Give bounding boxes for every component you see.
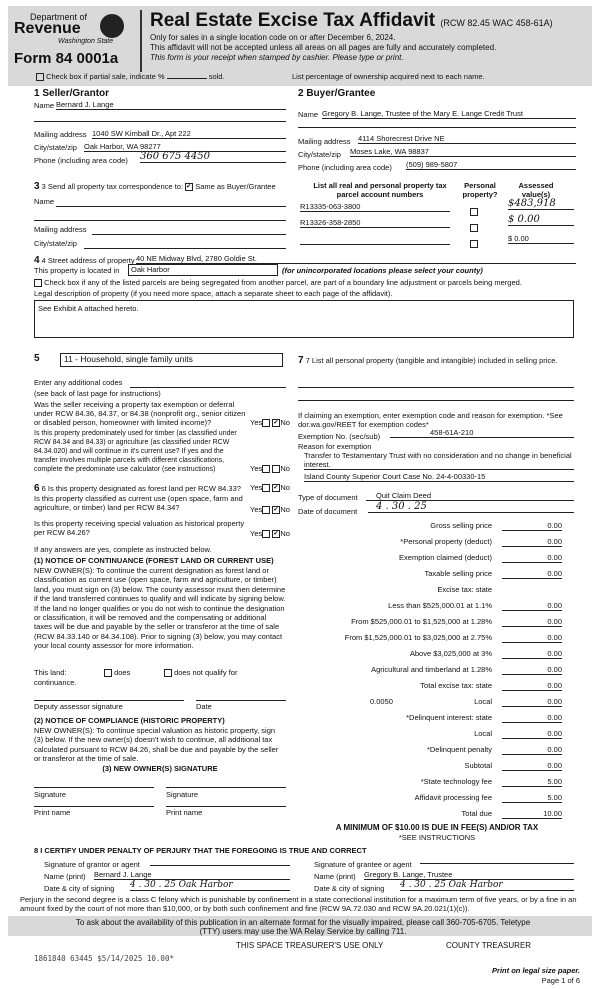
continuance-label: continuance. xyxy=(34,678,77,687)
deputy-label: Deputy assessor signature xyxy=(34,702,123,711)
historic-yes-no[interactable]: Yes ✔ No xyxy=(250,529,290,538)
doc-type-label: Type of document xyxy=(298,493,358,502)
form-title: Real Estate Excise Tax Affidavit (RCW 82.45 WAC 458-61A) xyxy=(150,10,553,31)
parcel-row-1-value[interactable]: $483,918 xyxy=(508,198,574,210)
assessed-header: Assessed value(s) xyxy=(518,181,554,199)
current-use-question: Is this property classified as current use (open space, farm and agriculture, or timber) land per RCW 84.34? xyxy=(34,494,243,512)
buyer-city-label: City/state/zip xyxy=(298,150,341,159)
forest-yes-no[interactable]: Yes ✔ No xyxy=(250,483,290,492)
tax-delinquent-interest-local: Local 0.00 xyxy=(474,729,562,738)
parcel-row-2-num[interactable]: R13326-358-2850 xyxy=(300,218,450,228)
seller-mail-field[interactable]: 1040 SW Kimball Dr., Apt 222 xyxy=(92,129,286,139)
additional-codes-field[interactable] xyxy=(130,386,286,388)
grantor-date-field[interactable]: 4 . 30 . 25 Oak Harbor xyxy=(130,880,290,891)
sec3-heading: 3 3 Send all property tax correspondence to: ✔ Same as Buyer/Grantee xyxy=(34,181,276,192)
ownership-note: List percentage of ownership acquired next to each name. xyxy=(292,72,485,81)
deputy-signature-line[interactable] xyxy=(34,699,184,701)
grantor-name-label: Name (print) xyxy=(44,872,86,881)
parcels-header: List all real and personal property tax parcel account numbers xyxy=(313,181,447,199)
this-land-label: This land: xyxy=(34,668,67,677)
reason-label: Reason for exemption xyxy=(298,442,372,451)
notice2-title: (2) NOTICE OF COMPLIANCE (HISTORIC PROPERTY) xyxy=(34,716,225,725)
parcel-row-3-value[interactable]: $ 0.00 xyxy=(508,234,574,244)
buyer-blank-line xyxy=(298,126,576,128)
sec4-located-label: This property is located in xyxy=(34,266,120,275)
washington-state-label: Washington State xyxy=(58,38,114,45)
does-not-option[interactable]: does not qualify for xyxy=(164,668,237,677)
owner-signature-label-2: Signature xyxy=(166,790,199,799)
header-divider xyxy=(140,10,142,72)
revenue-logo-icon xyxy=(100,14,124,38)
tax-total-state: Total excise tax: state 0.00 xyxy=(420,681,562,690)
tax-exemption: Exemption claimed (deduct) 0.00 xyxy=(399,553,562,562)
tax-bracket-2: From $525,000.01 to $1,525,000 at 1.28% 0.00 xyxy=(351,617,562,626)
tax-gross: Gross selling price 0.00 xyxy=(430,521,562,530)
owner-print-line-2[interactable] xyxy=(166,805,286,807)
tax-subtotal: Subtotal 0.00 xyxy=(464,761,562,770)
seller-blank-line xyxy=(34,120,286,122)
additional-codes-label: Enter any additional codes xyxy=(34,378,123,387)
sec3-name-label: Name xyxy=(34,197,55,206)
grantee-name-label: Name (print) xyxy=(314,872,356,881)
notice2-body: NEW OWNER(S): To continue special valuation as historic property, sign (3) below. If the new owner(s) doesn't wish to continue, all additional tax calculated pursuant to RCW 84.26, shall be due and payable by the seller or transferor at the time of sale. xyxy=(34,726,279,764)
buyer-name-field[interactable]: Gregory B. Lange, Trustee of the Mary E. Lange Credit Trust xyxy=(322,109,576,119)
doc-type-field[interactable]: Quit Claim Deed xyxy=(366,491,574,501)
partial-sale-row: Check box if partial sale, indicate % sold. xyxy=(36,72,225,81)
land-use-code-select[interactable]: 11 - Household, single family units xyxy=(60,353,283,367)
dept-label: Department of xyxy=(30,12,88,22)
tax-excise-state: Excise tax: state xyxy=(437,585,492,594)
historic-question: Is this property receiving special valuation as historical property per RCW 84.26? xyxy=(34,519,245,537)
doc-date-field[interactable]: 4 . 30 . 25 xyxy=(368,501,574,513)
any-yes-note: If any answers are yes, complete as instructed below. xyxy=(34,545,212,554)
tax-taxable: Taxable selling price 0.00 xyxy=(424,569,562,578)
perjury-statement: Perjury in the second degree is a class C felony which is punishable by confinement in a state correctional institution for a maximum term of five years, or by a fine in an amount fixed by the court of not more than $10,000, or by both such confinement and fine (RCW 9A.72.030 and RCW 9A.20.021(1)(c)). xyxy=(20,895,577,913)
location-select[interactable]: Oak Harbor xyxy=(128,264,278,276)
tax-bracket-1: Less than $525,000.01 at 1.1% 0.00 xyxy=(388,601,562,610)
buyer-city-field[interactable]: Moses Lake, WA 98837 xyxy=(350,147,576,157)
buyer-heading: 2 Buyer/Grantee xyxy=(298,88,376,99)
deputy-date-label: Date xyxy=(196,702,212,711)
owner-print-label-2: Print name xyxy=(166,808,203,817)
subtitle-1: Only for sales in a single location code on or after December 6, 2024. xyxy=(150,33,396,42)
tax-bracket-4: Above $3,025,000 at 3% 0.00 xyxy=(409,649,562,658)
sec3-mail-label: Mailing address xyxy=(34,225,87,234)
sec4-street-label: 4 4 Street address of property xyxy=(34,255,135,266)
exemption-text: If claiming an exemption, enter exemption code and reason for exemption. *See dor.wa.gov/REET for exemption codes* xyxy=(298,411,563,430)
grantee-signature[interactable] xyxy=(420,852,574,864)
buyer-mail-label: Mailing address xyxy=(298,137,351,146)
exemption-yes-no[interactable]: Yes ✔ No xyxy=(250,418,290,427)
seller-city-field[interactable]: Oak Harbor, WA 98277 xyxy=(84,142,286,152)
grantor-signature[interactable] xyxy=(150,854,290,866)
cashier-stamp: 1861840 63445 $5/14/2025 10.00* xyxy=(34,954,174,963)
tax-agricultural: Agricultural and timberland at 1.28% 0.00 xyxy=(371,665,562,674)
new-owner-signature-heading: (3) NEW OWNER(S) SIGNATURE xyxy=(102,764,218,773)
owner-signature-line-1[interactable] xyxy=(34,786,154,788)
sec3-city-label: City/state/zip xyxy=(34,239,77,248)
owner-signature-line-2[interactable] xyxy=(166,786,286,788)
exemption-question: Was the seller receiving a property tax exemption or deferral under RCW 84.36, 84.37, or 84.38 (nonprofit org., senior citizen or disabled person, homeowner with limited income)? xyxy=(34,400,246,427)
see-instructions-note: *SEE INSTRUCTIONS xyxy=(398,833,476,842)
doc-date-label: Date of document xyxy=(298,507,358,516)
sec3-blank-line xyxy=(34,219,286,221)
tax-technology-fee: *State technology fee 5.00 xyxy=(420,777,562,786)
personal-property-line-2[interactable] xyxy=(298,399,574,401)
owner-print-line-1[interactable] xyxy=(34,805,154,807)
timber-question: Is this property predominately used for timber (as classified under RCW 84.34 and 84.33) or agriculture (as classified under RCW 84.34.020) and will continue in it's current use? If yes and the transfer involves multiple parcels with different classifications, complete the predominate use calculator (see instructions) xyxy=(34,430,237,473)
subtitle-2: This affidavit will not be accepted unless all areas on all pages are fully and accurately completed. xyxy=(150,43,497,52)
footer-page: Page 1 of 6 xyxy=(541,976,580,985)
tax-bracket-3: From $1,525,000.01 to $3,025,000 at 2.75% 0.00 xyxy=(344,633,562,642)
grantor-date-label: Date & city of signing xyxy=(44,884,115,893)
tax-personal: *Personal property (deduct) 0.00 xyxy=(400,537,562,546)
sec3-mail-field[interactable] xyxy=(92,233,286,235)
sec5-number: 5 xyxy=(34,353,40,364)
seller-name-field[interactable]: Bernard J. Lange xyxy=(56,100,286,110)
grantor-name-field[interactable]: Bernard J. Lange xyxy=(94,870,290,880)
does-option[interactable]: does xyxy=(104,668,130,677)
seller-phone-field[interactable]: 360 675 4450 xyxy=(140,151,286,163)
tax-total-due: Total due 10.00 xyxy=(461,809,562,818)
notice1-title: (1) NOTICE OF CONTINUANCE (FOREST LAND OR CURRENT USE) xyxy=(34,556,274,565)
notice1-body: NEW OWNER(S): To continue the current designation as forest land or classification as current use (open space, farm and agriculture, or timber) land, you must sign on (3) below. The county assessor must then determine if the land transferred continues to qualify and will indicate by signing below. If the land no longer qualifies or you do not wish to continue the designation or classification, it will be removed and the compensating or additional taxes will be due and payable by the seller or transferor at the time of sale (RCW 84.33.140 or 84.34.108). Prior to signing (3) below, you may contact your local county assessor for more information. xyxy=(34,566,286,651)
revenue-logo-text: Revenue xyxy=(14,20,81,37)
tax-processing-fee: Affidavit processing fee 5.00 xyxy=(414,793,562,802)
tax-local: 0.0050 Local 0.00 xyxy=(370,697,562,706)
owner-signature-label-1: Signature xyxy=(34,790,67,799)
seller-name-label: Name xyxy=(34,101,55,110)
seller-heading: 1 Seller/Grantor xyxy=(34,88,110,99)
minimum-due-note: A MINIMUM OF $10.00 IS DUE IN FEE(S) AND/OR TAX xyxy=(335,823,539,832)
grantee-sig-label: Signature of grantee or agent xyxy=(314,860,412,869)
parcel-row-3-personal[interactable] xyxy=(470,235,478,253)
reason-field-2[interactable]: Island County Superior Court Case No. 24-4-00330-15 xyxy=(304,472,574,482)
deputy-date-line[interactable] xyxy=(196,699,286,701)
seller-city-label: City/state/zip xyxy=(34,143,77,152)
owner-print-label-1: Print name xyxy=(34,808,71,817)
form-number: Form 84 0001a xyxy=(14,50,119,67)
sec8-heading: 8 I CERTIFY UNDER PENALTY OF PERJURY THAT THE FOREGOING IS TRUE AND CORRECT xyxy=(34,846,367,855)
accessibility-text-2: (TTY) users may use the WA Relay Service by calling 711. xyxy=(199,927,407,936)
reason-field[interactable]: Transfer to Testamentary Trust with no consideration and no change in beneficial interest. xyxy=(304,451,574,470)
footer-paper-note: Print on legal size paper. xyxy=(492,966,580,975)
treasurer-use-label: THIS SPACE TREASURER'S USE ONLY xyxy=(236,941,384,950)
sec3-city-field[interactable] xyxy=(84,247,286,249)
location-note: (for unincorporated locations please select your county) xyxy=(282,266,483,275)
partial-sale-checkbox[interactable] xyxy=(36,73,44,81)
see-back-note: (see back of last page for instructions) xyxy=(34,389,161,398)
legal-description-box[interactable]: See Exhibit A attached hereto. xyxy=(34,300,574,338)
grantee-date-field[interactable]: 4 . 30 . 25 Oak Harbor xyxy=(400,880,574,891)
sec3-name-field[interactable] xyxy=(56,205,286,207)
parcel-row-3-num[interactable] xyxy=(300,234,450,245)
grantee-date-label: Date & city of signing xyxy=(314,884,385,893)
boundary-checkbox[interactable] xyxy=(34,279,42,287)
exemption-no-label: Exemption No. (sec/sub) xyxy=(298,432,381,441)
parcel-row-1-num[interactable]: R13335-063-3800 xyxy=(300,202,450,212)
sec7-heading: 7 7 List all personal property (tangible and intangible) included in selling price. xyxy=(298,355,558,366)
grantor-sig-label: Signature of grantor or agent xyxy=(44,860,140,869)
buyer-phone-field[interactable]: (509) 989-5807 xyxy=(406,160,576,170)
tax-delinquent-interest-state: *Delinquent interest: state 0.00 xyxy=(406,713,562,722)
forest-question: 6 6 Is this property designated as forest land per RCW 84.33? xyxy=(34,483,241,494)
tax-delinquent-penalty: *Delinquent penalty 0.00 xyxy=(426,745,562,754)
parcel-row-2-value[interactable]: $ 0.00 xyxy=(508,214,574,226)
grantee-name-field[interactable]: Gregory B. Lange, Trustee xyxy=(364,870,574,880)
personal-header: Personal property? xyxy=(462,181,498,199)
accessibility-text-1: To ask about the availability of this publication in an alternate format for the visually impaired, please call 360-705-6705. Teletype xyxy=(75,918,531,927)
seller-mail-label: Mailing address xyxy=(34,130,87,139)
county-treasurer-label: COUNTY TREASURER xyxy=(446,941,532,950)
subtitle-3: This form is your receipt when stamped by cashier. Please type or print. xyxy=(150,53,404,62)
sec4-street-field[interactable]: 40 NE Midway Blvd, 2780 Goldie St. xyxy=(136,254,576,264)
buyer-phone-label: Phone (including area code) xyxy=(298,163,392,172)
exemption-no-field[interactable]: 458-61A-210 xyxy=(390,428,574,438)
boundary-row: Check box if any of the listed parcels are being segregated from another parcel, are part of a boundary line adjustment or parcels being merged. xyxy=(34,278,574,287)
seller-phone-label: Phone (including area code) xyxy=(34,156,128,165)
same-as-buyer-checkbox[interactable] xyxy=(185,183,193,191)
buyer-mail-field[interactable]: 4114 Shorecrest Drive NE xyxy=(358,134,576,144)
legal-label: Legal description of property (if you need more space, attach a separate sheet to each page of the affidavit). xyxy=(34,289,393,298)
buyer-name-label: Name xyxy=(298,110,319,119)
current-use-yes-no[interactable]: Yes ✔ No xyxy=(250,505,290,514)
timber-yes-no[interactable]: Yes No xyxy=(250,464,290,473)
personal-property-line-1[interactable] xyxy=(298,386,574,388)
